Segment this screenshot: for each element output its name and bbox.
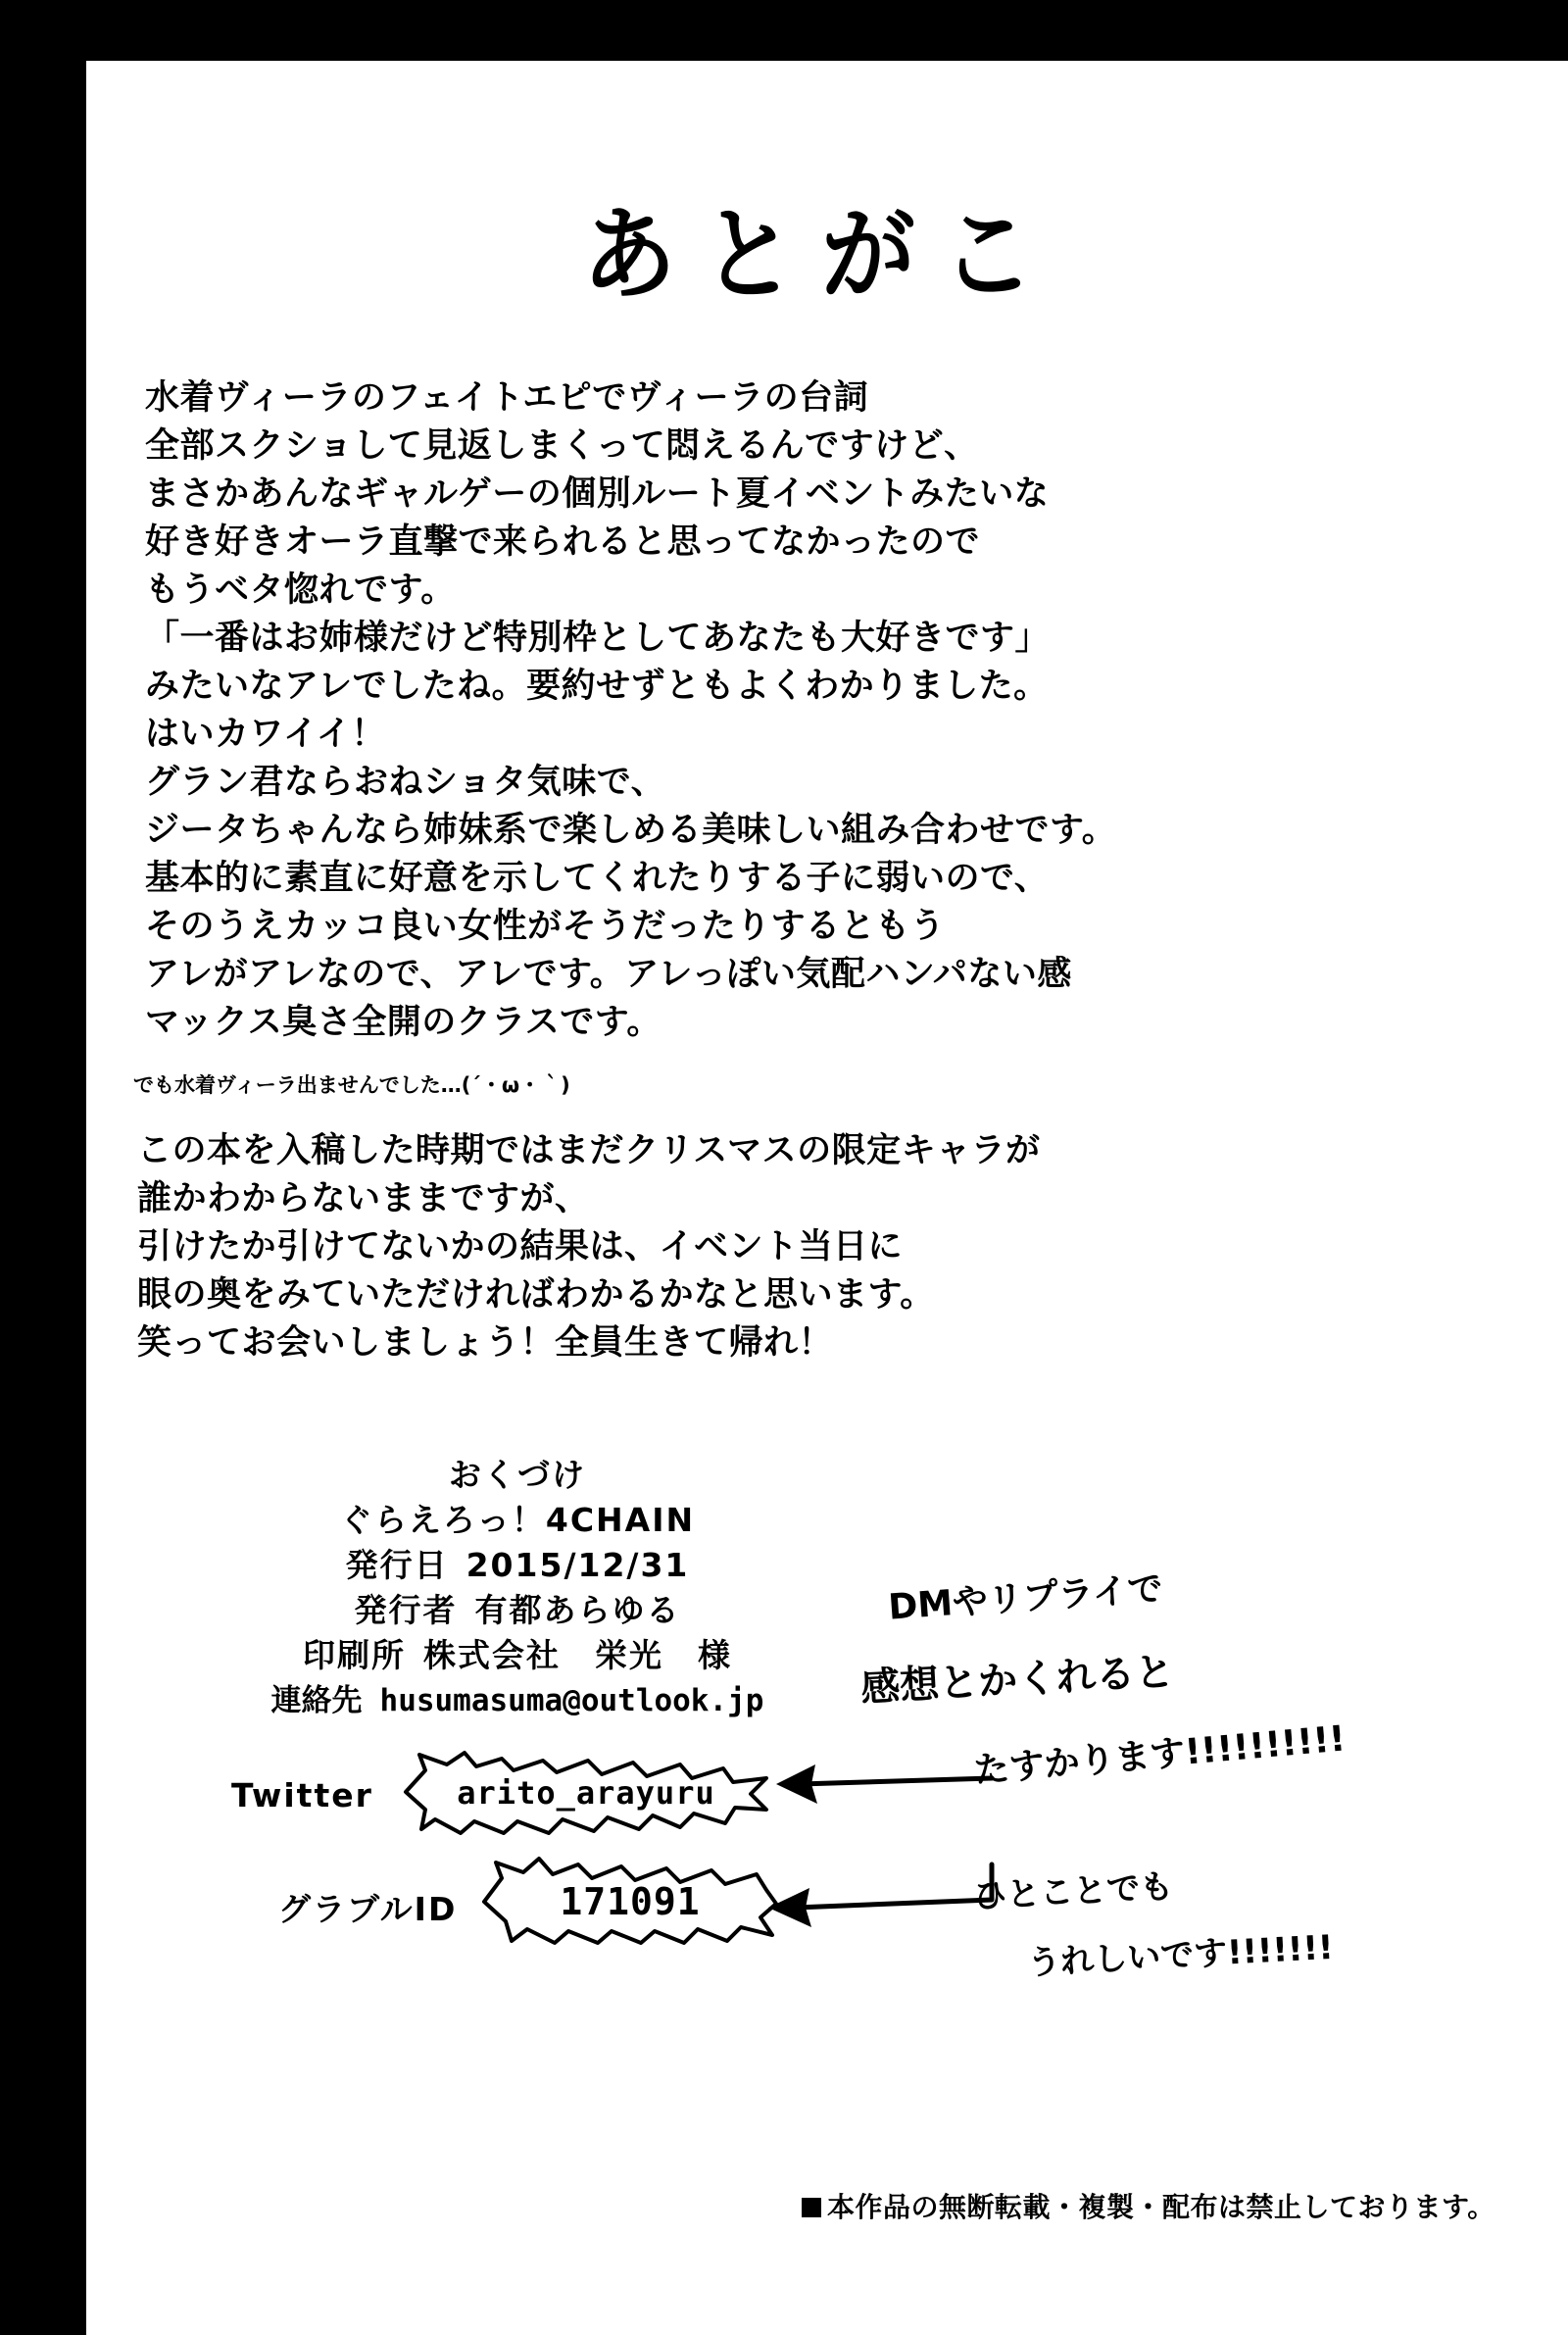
afterword-body: [145, 374, 1537, 1047]
colophon-value-date: 2015/12/31: [466, 1546, 690, 1584]
afterword-line: みたいなアレでしたね。要約せずともよくわかりました。: [145, 667, 1049, 706]
arrow-to-twitter-icon: [772, 1749, 998, 1817]
afterword-line: 好き好きオーラ直撃で来られると思ってなかったので: [145, 522, 981, 562]
colophon-heading: おくづけ: [449, 1456, 586, 1494]
afterword-line: はいカワイイ！: [145, 715, 386, 754]
afterword-line: ジータちゃんなら姉妹系で楽しめる美味しい組み合わせです。: [145, 811, 1117, 850]
afterword-body-second: [137, 1127, 1529, 1367]
copyright-notice-text: 本作品の無断転載・複製・配布は禁止しております。: [827, 2191, 1495, 2223]
afterword-line: マックス臭さ全開のクラスです。: [145, 1003, 662, 1042]
afterword-line: 誰かわからないままですが、: [137, 1179, 590, 1218]
colophon-label-printer: 印刷所: [303, 1636, 406, 1674]
afterword-line: もうベタ惚れです。: [145, 571, 456, 610]
page-title: あとがこ: [582, 195, 1060, 315]
gbf-id-burst: [478, 1855, 782, 1949]
colophon-block: [184, 1453, 851, 1723]
colophon-title: ぐらえろっ！4CHAIN: [339, 1501, 696, 1539]
colophon-label-date: 発行日: [345, 1546, 449, 1584]
afterword-line: 「一番はお姉様だけど特別枠としてあなたも大好きです」: [145, 619, 1051, 658]
twitter-handle-text: arito_arayuru: [457, 1774, 715, 1812]
page-sheet: [86, 61, 1568, 2335]
bullet-square-icon: [802, 2198, 821, 2217]
afterword-line: アレがアレなので、アレです。アレっぽい気配ハンパない感: [145, 955, 1072, 994]
afterword-line: 水着ヴィーラのフェイトエピでヴィーラの台詞: [145, 378, 869, 418]
afterword-line: 全部スクショして見返しまくって悶えるんですけど、: [145, 426, 979, 466]
colophon-row-author: [184, 1588, 851, 1633]
hand-note-line5: うれしいです!!!!!!!: [1026, 1927, 1335, 1984]
hand-note-line3: たすかります!!!!!!!!!!: [972, 1718, 1348, 1792]
gbf-id-label: グラブルID: [278, 1890, 458, 1928]
hand-note-line1: DMやリプライで: [887, 1568, 1164, 1628]
afterword-line: 引けたか引けてないかの結果は、イベント当日に: [137, 1227, 904, 1267]
afterword-line: 眼の奥をみていただければわかるかなと思います。: [137, 1275, 935, 1315]
afterword-line: この本を入稿した時期ではまだクリスマスの限定キャラが: [137, 1131, 1041, 1170]
colophon-value-printer: 株式会社 栄光 様: [423, 1636, 732, 1674]
colophon-label-contact: 連絡先: [270, 1683, 363, 1718]
afterword-line: 笑ってお会いしましょう！全員生きて帰れ！: [137, 1323, 834, 1363]
hand-note-line4: ひとことでも: [972, 1866, 1175, 1917]
colophon-row-date: [184, 1543, 851, 1588]
afterword-line: グラン君ならおねショタ気味で、: [145, 763, 666, 802]
afterword-line: まさかあんなギャルゲーの個別ルート夏イベントみたいな: [145, 474, 1050, 514]
hand-note-line2: 感想とかくれると: [859, 1649, 1176, 1712]
arrow-to-gbf-id-icon: [762, 1857, 998, 1935]
copyright-notice: [802, 2186, 1495, 2225]
twitter-label: Twitter: [231, 1776, 373, 1814]
afterword-line: 基本的に素直に好意を示してくれたりする子に弱いので、: [145, 859, 1050, 898]
afterword-aside: でも水着ヴィーラ出ませんでした…(´・ω・｀): [133, 1073, 570, 1097]
colophon-row-contact: [184, 1678, 851, 1723]
colophon-value-author: 有都あらゆる: [474, 1591, 681, 1629]
colophon-value-contact: husumasuma@outlook.jp: [379, 1683, 764, 1718]
twitter-handle-burst: [400, 1749, 772, 1837]
gbf-id-text: 171091: [560, 1880, 701, 1923]
colophon-row-printer: [184, 1633, 851, 1678]
colophon-label-author: 発行者: [354, 1591, 458, 1629]
afterword-line: そのうえカッコ良い女性がそうだったりするともう: [145, 907, 946, 946]
